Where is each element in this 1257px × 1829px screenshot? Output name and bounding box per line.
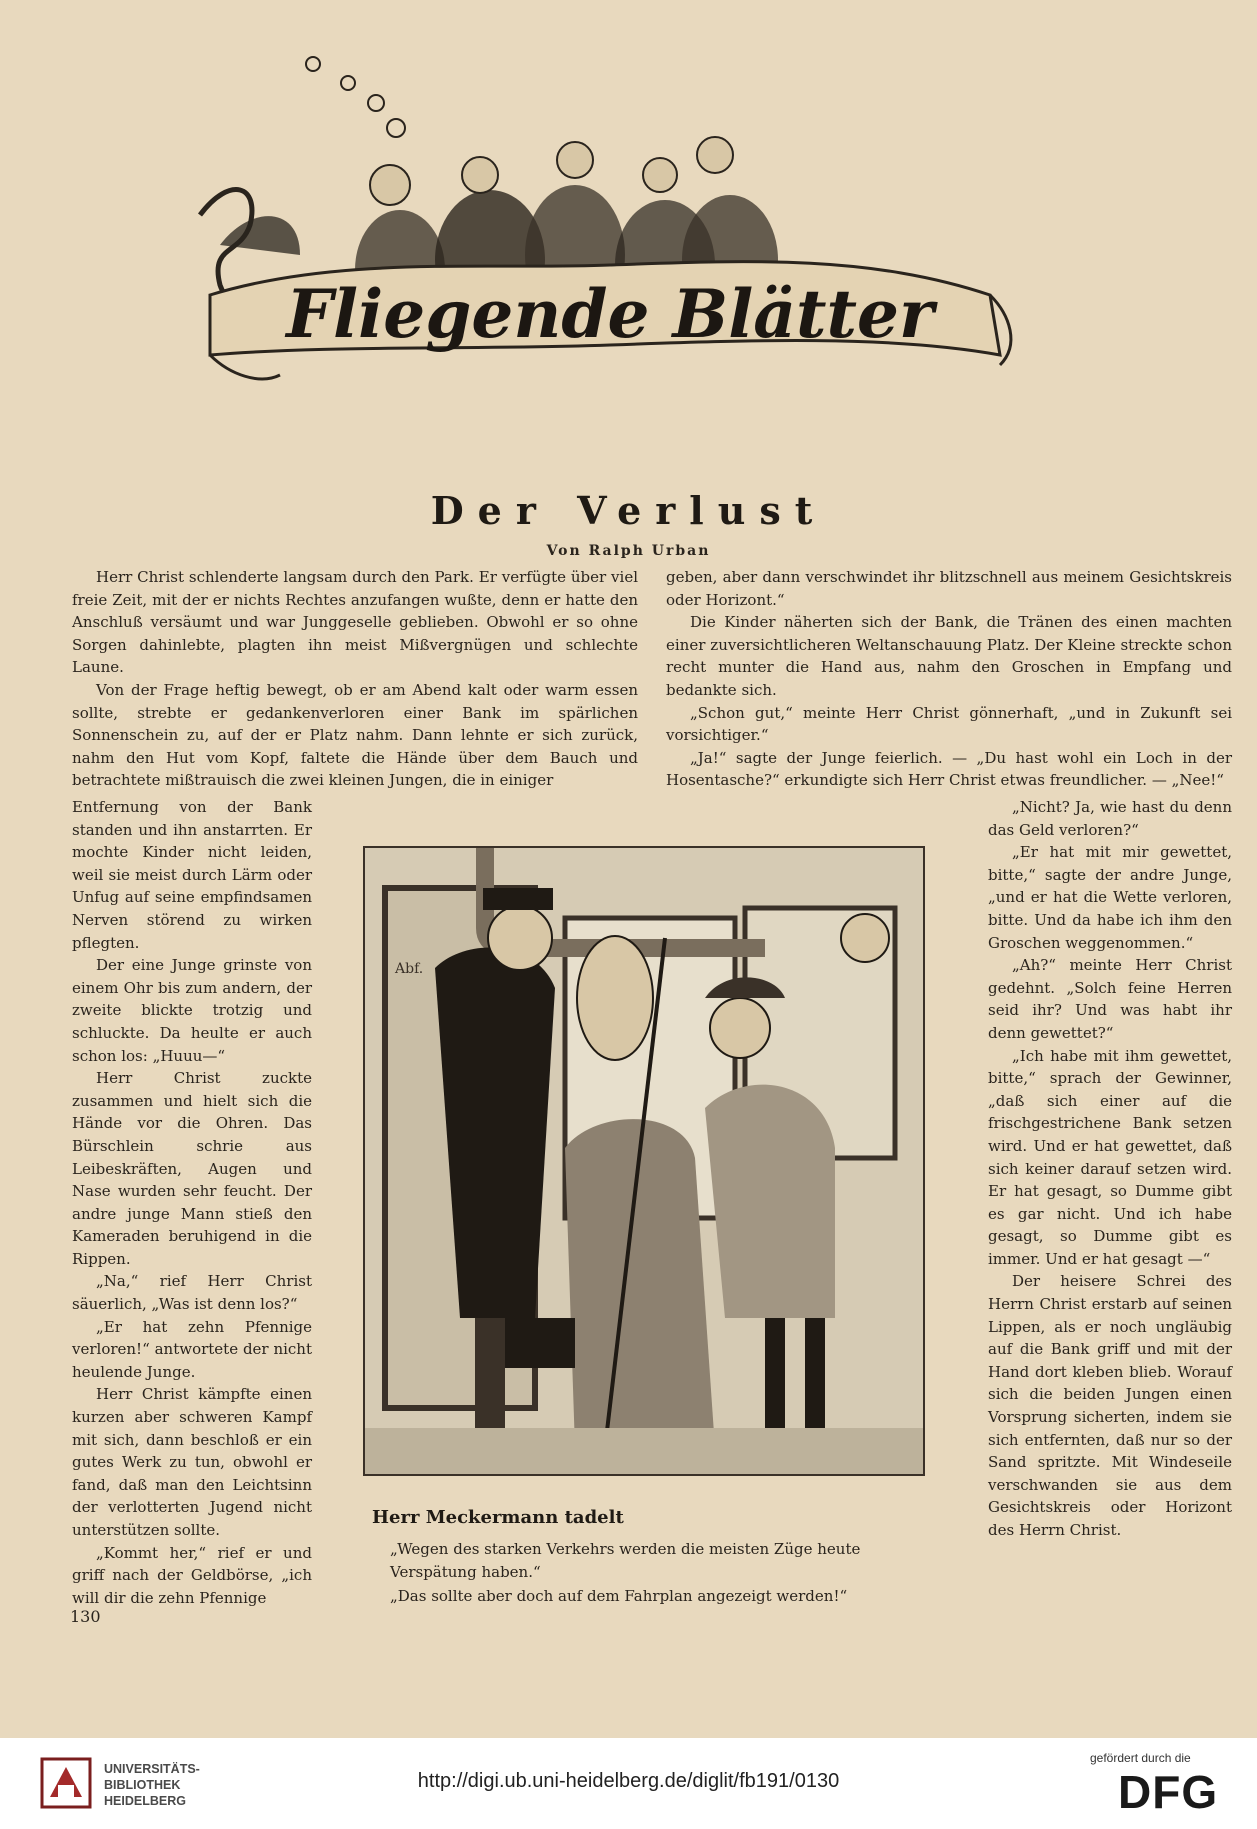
cartoon-illustration (363, 846, 925, 1476)
paragraph: Herr Christ kämpfte einen kurzen aber schweren Kampf mit sich, dann beschloß er ein gutes Werk zu tun, obwohl er fand, daß man den Leichtsinn der verlotterten Jugend nicht unterstützen sollte. (72, 1385, 312, 1539)
library-name-line: UNIVERSITÄTS- (104, 1762, 200, 1776)
page-number: 130 (70, 1607, 101, 1626)
sign-text: Abf. (395, 961, 424, 977)
cartoon-caption-title: Herr Meckermann tadelt (372, 1507, 624, 1528)
library-name-line: HEIDELBERG (104, 1794, 186, 1808)
masthead-illustration (190, 55, 1030, 425)
paragraph: Von der Frage heftig bewegt, ob er am Abend kalt oder warm essen sollte, strebte er gedankenverloren einer Bank im spärlichen Sonnenschein zu, auf der er Platz nahm. Dann lehnte er sich zurück, nahm den Hut vom Kopf, faltete die Hände über dem Bauch und betrachtete mißtrauisch die zwei kleinen Jungen, die in einiger (72, 680, 638, 790)
paragraph: Die Kinder näherten sich der Bank, die Tränen des einen machten einer zuversichtlicheren Weltanschauung Platz. Der Kleine streckte schon recht munter die Hand aus, nahm den Groschen in Empfang und bedankte sich. (666, 613, 1232, 699)
left-column-narrow (72, 796, 312, 1609)
right-column-top (666, 566, 1232, 792)
paragraph: Der eine Junge grinste von einem Ohr bis zum andern, der zweite blickte trotzig und schluckte. Da heulte er auch schon los: „Huuu—“ (72, 956, 312, 1065)
masthead-title: Fliegende Blätter (286, 275, 934, 353)
paragraph: „Er hat zehn Pfennige verloren!“ antwortete der nicht heulende Junge. (72, 1317, 312, 1381)
article-title: Der Verlust (430, 488, 827, 533)
cartoon-caption-line-2: „Das sollte aber doch auf dem Fahrplan angezeigt werden!“ (390, 1587, 848, 1605)
paragraph: „Er hat mit mir gewettet, bitte,“ sagte der andre Junge, „und er hat die Wette verloren, bitte. Und da habe ich ihm den Groschen weggenommen.“ (988, 843, 1232, 952)
funded-by-text: gefördert durch die (1090, 1751, 1191, 1765)
paragraph: „Ah?“ meinte Herr Christ gedehnt. „Solch feine Herren seid ihr? Und was habt ihr denn gewettet?“ (988, 956, 1232, 1042)
dfg-logo: DFG (1118, 1766, 1219, 1818)
paragraph: Herr Christ zuckte zusammen und hielt sich die Hände vor die Ohren. Das Bürschlein schrie aus Leibeskräften, Augen und Nase wurden sehr feucht. Der andre junge Mann stieß den Kameraden beruhigend in die Rippen. (72, 1069, 312, 1268)
cartoon-caption-line-1: „Wegen des starken Verkehrs werden die meisten Züge heute Verspätung haben.“ (390, 1540, 861, 1581)
paragraph: Entfernung von der Bank standen und ihn anstarrten. Er mochte Kinder nicht leiden, weil sie meist durch Lärm oder Unfug auf seine empfindsamen Nerven störend zu wirken pflegten. (72, 798, 312, 952)
document-url[interactable]: http://digi.ub.uni-heidelberg.de/diglit/fb191/0130 (417, 1770, 840, 1792)
paragraph: Der heisere Schrei des Herrn Christ erstarb auf seinen Lippen, als er noch ungläubig auf die Bank griff und mit der Hand dort kleben blieb. Worauf sich die beiden Jungen einen Vorsprung sicherten, indem sie sich entfernten, daß nur so der Sand spritzte. Mit Windeseile verschwanden sie aus dem Gesichtskreis oder Horizont des Herrn Christ. (988, 1272, 1232, 1539)
paragraph: „Nicht? Ja, wie hast du denn das Geld verloren?“ (988, 798, 1232, 839)
paragraph: Herr Christ schlenderte langsam durch den Park. Er verfügte über viel freie Zeit, mit der er nichts Rechtes anzufangen wußte, denn er hatte den Anschluß versäumt und war Junggeselle geblieben. Obwohl er so ohne Sorgen dahinlebte, plagten ihn meist Mißvergnügen und schlechte Laune. (72, 568, 638, 677)
paragraph: geben, aber dann verschwindet ihr blitzschnell aus meinem Gesichtskreis oder Horizont.“ (666, 568, 1232, 609)
paragraph: „Na,“ rief Herr Christ säuerlich, „Was ist denn los?“ (72, 1272, 312, 1314)
cartoon-drawing (365, 848, 923, 1474)
library-name-line: BIBLIOTHEK (104, 1778, 181, 1792)
paragraph: „Ich habe mit ihm gewettet, bitte,“ sprach der Gewinner, „daß sich einer auf die frischgestrichene Bank setzen wird. Und er hat gewettet, daß sich keiner darauf setzen wird. Er hat gesagt, so Dumme gibt es gar nicht. Und ich habe gesagt, so Dumme gibt es immer. Und er hat gesagt —“ (988, 1046, 1232, 1268)
article-byline: Von Ralph Urban (546, 543, 711, 559)
paragraph: „Ja!“ sagte der Junge feierlich. — „Du hast wohl ein Loch in der Hosentasche?“ erkundigte sich Herr Christ etwas freundlicher. — „Nee!“ (666, 748, 1232, 790)
paragraph: „Schon gut,“ meinte Herr Christ gönnerhaft, „und in Zukunft sei vorsichtiger.“ (666, 703, 1232, 745)
left-column-top (72, 566, 638, 792)
right-column-narrow (988, 796, 1232, 1542)
paragraph: „Kommt her,“ rief er und griff nach der Geldbörse, „ich will dir die zehn Pfennige (72, 1543, 312, 1607)
